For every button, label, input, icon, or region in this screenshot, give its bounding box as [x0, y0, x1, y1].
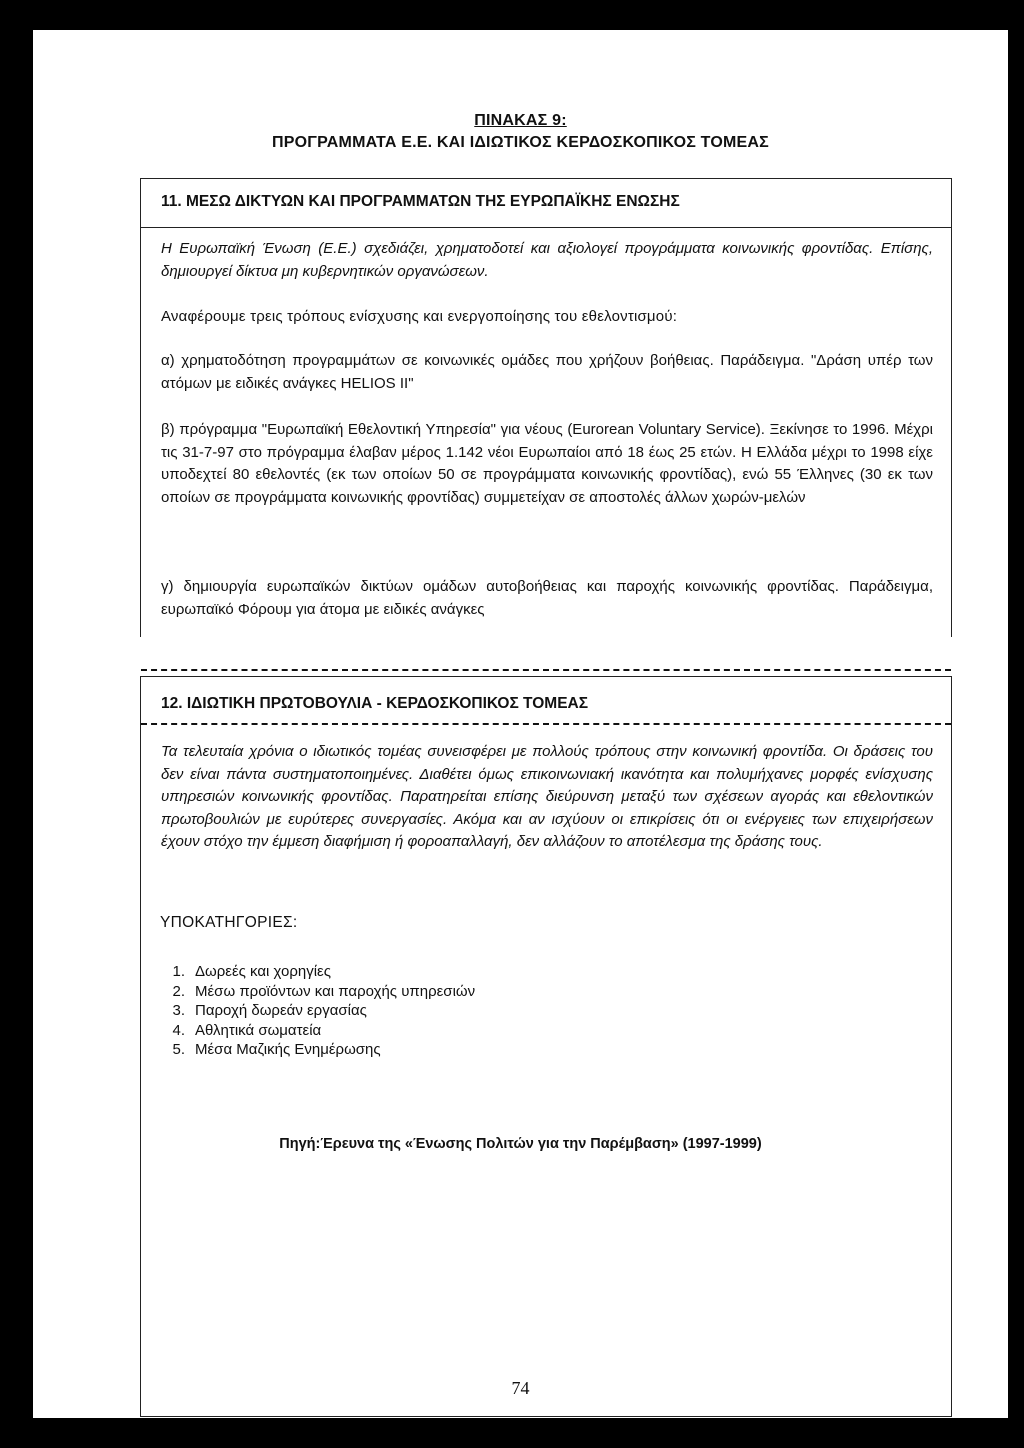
- section-11-lead: Αναφέρουμε τρεις τρόπους ενίσχυσης και ενεργοποίησης του εθελοντισμού:: [161, 308, 678, 325]
- section-11-intro: Η Ευρωπαϊκή Ένωση (Ε.Ε.) σχεδιάζει, χρηματοδοτεί και αξιολογεί προγράμματα κοινωνικής φροντίδας. Επίσης, δημιουργεί δίκτυα μη κυβερνητικών οργανώσεων.: [161, 240, 933, 280]
- source-note: Πηγή:Έρευνα της «Ένωσης Πολιτών για την Παρέμβαση» (1997-1999): [279, 1136, 762, 1152]
- dashed-divider-bottom: [141, 723, 951, 725]
- list-item: 2. Μέσω προϊόντων και παροχής υπηρεσιών: [172, 982, 476, 1000]
- list-item: 4. Αθλητικά σωματεία: [172, 1021, 322, 1039]
- section-11-box: [140, 178, 952, 637]
- page-number: 74: [511, 1378, 530, 1398]
- subcategories-list: [160, 962, 475, 1060]
- list-item: 5. Μέσα Μαζικής Ενημέρωσης: [172, 1041, 381, 1058]
- section-11-heading: 11. ΜΕΣΩ ΔΙΚΤΥΩΝ ΚΑΙ ΠΡΟΓΡΑΜΜΑΤΩΝ ΤΗΣ ΕΥΡΩΠΑΪΚΗΣ ΕΝΩΣΗΣ: [161, 193, 680, 210]
- document-page: [33, 30, 1008, 1418]
- list-item: 3. Παροχή δωρεάν εργασίας: [172, 1002, 367, 1019]
- subcategories-title: ΥΠΟΚΑΤΗΓΟΡΙΕΣ:: [160, 914, 298, 931]
- section-12-body: Τα τελευταία χρόνια ο ιδιωτικός τομέας συνεισφέρει με πολλούς τρόπους στην κοινωνική φροντίδα. Οι δράσεις του δεν είναι πάντα συστηματοποιημένες. Διαθέτει όμως επικοινωνιακή ικανότητα και πολυμήχανες μορφές ενίσχυσης υπηρεσιών κοινωνικής φροντίδας. Παρατηρείται επίσης διεύρυνση μεταξύ των σχέσεων αγοράς και εθελοντικών πρωτοβουλιών με ευρύτερες συνεργασίες. Ακόμα και αν ισχύουν οι επικρίσεις ότι οι ενέργειες των επιχειρήσεων έχουν στόχο την έμμεση διαφήμιση ή φοροαπαλλαγή, δεν αλλάζουν το αποτέλεσμα της δράσης τους.: [161, 743, 933, 850]
- section-11-item-b: β) πρόγραμμα "Ευρωπαϊκή Εθελοντική Υπηρεσία" για νέους (Eurorean Voluntary Service). Ξεκίνησε το 1996. Μέχρι τις 31-7-97 στο πρόγραμμα έλαβαν μέρος 1.142 νέοι Ευρωπαίοι από 18 έως 25 ετών. Η Ελλάδα μέχρι το 1998 είχε υποδεχτεί 80 εθελοντές (εκ των οποίων 50 σε προγράμματα κοινωνικής φροντίδας), ενώ 55 Έλληνες (30 εκ των οποίων σε προγράμματα κοινωνικής φροντίδας) συμμετείχαν σε αποστολές άλλων χωρών-μελών: [161, 421, 933, 506]
- table-number-title: ΠΙΝΑΚΑΣ 9:: [474, 112, 567, 129]
- dashed-divider-top: [141, 669, 951, 671]
- section-11-item-a: α) χρηματοδότηση προγραμμάτων σε κοινωνικές ομάδες που χρήζουν βοήθειας. Παράδειγμα. "Δράση υπέρ των ατόμων με ειδικές ανάγκες HELIOS II": [161, 352, 933, 392]
- table-title: ΠΡΟΓΡΑΜΜΑΤΑ Ε.Ε. ΚΑΙ ΙΔΙΩΤΙΚΟΣ ΚΕΡΔΟΣΚΟΠΙΚΟΣ ΤΟΜΕΑΣ: [272, 134, 769, 151]
- section-11-item-c: γ) δημιουργία ευρωπαϊκών δικτύων ομάδων αυτοβοήθειας και παροχής κοινωνικής φροντίδας. Παράδειγμα, ευρωπαϊκό Φόρουμ για άτομα με ειδικές ανάγκες: [161, 578, 933, 618]
- section-12-heading: 12. ΙΔΙΩΤΙΚΗ ΠΡΩΤΟΒΟΥΛΙΑ - ΚΕΡΔΟΣΚΟΠΙΚΟΣ ΤΟΜΕΑΣ: [161, 695, 589, 712]
- list-item: 1. Δωρεές και χορηγίες: [172, 963, 331, 980]
